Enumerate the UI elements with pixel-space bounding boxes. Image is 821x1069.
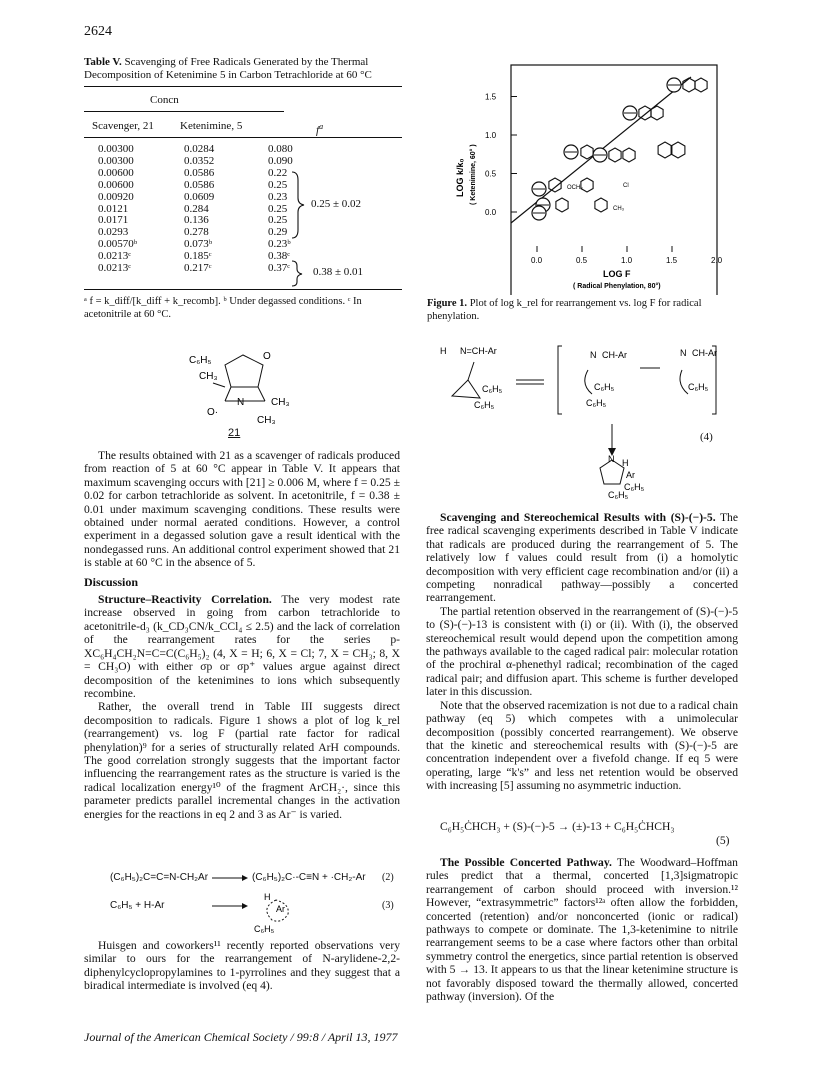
structure-21 <box>185 343 305 438</box>
pt-c-ring2 <box>623 148 635 162</box>
eq3-ar: Ar <box>276 904 285 914</box>
table-cell-r2-c1: 0.0586 <box>184 166 215 179</box>
table-footnote: ᵃ f = k_diff/[k_diff + k_recomb]. ᵇ Under degassed conditions. ᶜ In acetonitrile at 60 °C. <box>84 296 362 320</box>
left-column-end <box>84 939 400 993</box>
heading-structure-reactivity: Structure–Reactivity Correlation. <box>98 593 272 607</box>
eq5-number: (5) <box>716 834 730 847</box>
sch-ph1: C₆H₅ <box>482 384 503 394</box>
table-cell-r10-c2: 0.37ᶜ <box>268 262 291 274</box>
page-number: 2624 <box>84 24 112 39</box>
table-title-text: Scavenging of Free Radicals Generated by the Thermal Decomposition of Ketenimine 5 in Carbon Tetrachloride at 60 °C <box>84 56 372 81</box>
table-group-header: Concn <box>150 94 179 106</box>
table-cell-r5-c0: 0.0121 <box>98 202 129 215</box>
s21-o-radical: O· <box>207 407 219 418</box>
sch-ph3: C₆H₅ <box>594 382 615 392</box>
pt-e-ring1 <box>658 142 672 158</box>
y-axis-sublabel: ( Ketenimine, 60° ) <box>470 144 477 205</box>
sch-ph7: C₆H₅ <box>608 490 629 500</box>
right-para-1 <box>426 511 738 605</box>
table-cell-r1-c0: 0.00300 <box>98 154 134 167</box>
y-tick-label-0: 1.5 <box>485 92 497 102</box>
figure-caption-text: Plot of log k_rel for rearrangement vs. log F for radical phenylation. <box>427 298 702 322</box>
right-para-1-text: The free radical scavenging experiments described in Table V indicate that radicals are produced during the rearrangement of 5. The relatively low f values could result from (i) a homolytic decomposition with very efficient cage recombination and/or (ii) a competing nonradical pathway—possibly a concerted rearrangement. <box>426 511 738 605</box>
table-col-ketenimine: Ketenimine, 5 <box>180 120 243 132</box>
table-cell-r6-c0: 0.0171 <box>98 214 129 227</box>
table-label: Table V. <box>84 56 122 68</box>
sch-ch-ar2: CH-Ar <box>602 350 627 360</box>
table-title <box>84 56 404 82</box>
sch-ch-ar3: CH-Ar <box>692 348 717 358</box>
x-tick-label-1: 0.5 <box>576 256 588 265</box>
y-tick-label-1: 1.0 <box>485 131 497 140</box>
eq2-left: (C₆H₅)₂C=C=N-CH₂Ar <box>110 872 209 883</box>
table-cell-r3-c1: 0.0586 <box>184 178 215 191</box>
pt-j-ring <box>595 198 607 212</box>
table-cell-r4-c0: 0.00920 <box>98 190 134 203</box>
table-rule-header <box>84 137 402 138</box>
table-cell-r1-c1: 0.0352 <box>184 154 215 167</box>
x-axis-sublabel: ( Radical Phenylation, 80°) <box>573 283 661 290</box>
s21-ch3-c: CH₃ <box>257 415 276 426</box>
table-cell-r7-c2: 0.29 <box>268 226 288 239</box>
figure-caption <box>427 298 727 323</box>
pt-b-ring1 <box>639 106 651 120</box>
table-cell-r7-c1: 0.278 <box>184 226 209 239</box>
table-cell-r5-c1: 0.284 <box>184 202 209 215</box>
sch-n3: N <box>680 348 687 358</box>
y-tick-label-3: 0.0 <box>485 208 497 217</box>
x-tick-label-2: 1.0 <box>621 256 633 265</box>
pt-f-ring <box>549 178 561 192</box>
eq3-number: (3) <box>382 900 394 911</box>
table-cell-r1-c2: 0.090 <box>268 154 293 167</box>
table-brackets <box>290 170 312 290</box>
left-para-2 <box>84 593 400 700</box>
eq2-arrow <box>212 872 248 884</box>
table-cell-r6-c1: 0.136 <box>184 214 209 227</box>
figure-label: Figure 1. <box>427 298 468 309</box>
substituent-label-2: CH₃ <box>613 206 625 212</box>
table-cell-r3-c2: 0.25 <box>268 178 288 191</box>
sch-ph6: C₆H₅ <box>624 482 645 492</box>
right-para-3: Note that the observed racemization is not due to a radical chain pathway (eq 5) which competes with a unimolecular decomposition (possibly concerted rearrangement). We observe that the kinetic and stereochemical results with (S)-(−)-5 are concentration independent over a fivefold change. If eq 5 were operating, large “k's” and less net retention would be observed with increasing [5] assuming no asymmetric induction. <box>426 698 738 793</box>
heading-discussion: Discussion <box>84 574 139 589</box>
eq3-left: C₆H₅ + H-Ar <box>110 900 165 911</box>
table-col-f-sup: a <box>319 122 324 131</box>
table-col-f-text: f <box>316 124 320 137</box>
eq2-number: (2) <box>382 872 394 883</box>
right-para-2: The partial retention observed in the rearrangement of (S)-(−)-5 to (S)-(−)-13 is consistent with (i) or (ii). With (i), the observed stereochemical result would depend upon the competition among the pathways available to the caged radical pair: molecular rotation of the prochiral α-phenethyl radical; recombination of the caged radical pair; and diffusion apart. This scheme is further developed later in this discussion. <box>426 604 738 699</box>
table-cell-r0-c2: 0.080 <box>268 143 293 155</box>
eq5: C₆H₅ĊHCH₃ + (S)-(−)-5 → (±)-13 + C₆H₅ĊHCH₃ <box>440 820 675 833</box>
left-para-4: Huisgen and coworkers¹¹ recently reported observations very similar to ours for the rearrangement of N-arylidene-2,2-diphenylcyclopropylamines to 1-pyrrolines and they suggest that a biradical intermediate is involved (eq 4). <box>84 939 400 993</box>
pt-g-ring <box>556 198 568 212</box>
s21-ch3-b: CH₃ <box>271 397 290 408</box>
right-para-4-text: The Woodward–Hoffman rules predict that a thermal, concerted [1,3]sigmatropic rearrangement of carbon should proceed with inversion.¹² However, “extrasymmetric” factors¹²ᵃ often allow the forbidden, concerted (retention) and/or nonconcerted (ionic or radical) pathways to compete or dominate. The 1,3-ketenimine to nitrile rearrangement seems to be a case where factors other than orbital symmetry control the energetics, since partial retention is observed with 5 → 13. It appears to us that the linear ketenimine structure is not favorably disposed toward the thermally allowed, concerted pathway (inversion). Of the <box>426 856 738 1004</box>
eq2-right: (C₆H₅)₂C·-C≡N + ·CH₂-Ar <box>252 872 366 883</box>
pt-d-ring1 <box>581 145 593 159</box>
sch-n2: N <box>590 350 597 360</box>
right-para-4 <box>426 856 738 1003</box>
figure-layer <box>427 55 727 295</box>
scheme-4 <box>440 340 740 500</box>
table-cell-r5-c2: 0.25 <box>268 202 288 215</box>
sch-ph4: C₆H₅ <box>586 398 607 408</box>
sch-h2: H <box>622 458 629 468</box>
s21-ch3-a: CH₃ <box>199 371 218 382</box>
eq4-number: (4) <box>700 431 713 443</box>
s21-o: O <box>263 351 271 362</box>
substituent-label-0: OCH₃ <box>567 185 583 191</box>
x-axis-label: LOG F <box>603 269 631 279</box>
heading-concerted: The Possible Concerted Pathway. <box>440 856 612 869</box>
table-rule-top <box>84 86 402 87</box>
sch-ph5: C₆H₅ <box>688 382 709 392</box>
table-cell-r10-c1: 0.217ᶜ <box>184 262 212 274</box>
left-para-1: The results obtained with 21 as a scavenger of radicals produced from reaction of 5 at 60 °C appear in Table V. It appears that maximum scavenging occurs with [21] ≥ 0.006 M, where f = 0.25 ± 0.02 for carbon tetrachloride as solvent. In acetonitrile, f = 0.38 ± 0.01 under maximum scavenging conditions. These results were obtained under normal aerated conditions. However, a control experiment in a degassed solution gave a result identical with the nondegassed runs. An additional control experiment showed that 21 is stable at 60 °C in the absence of 5. <box>84 449 400 570</box>
table-col-f <box>316 121 323 138</box>
table-cell-r8-c1: 0.073ᵇ <box>184 238 213 251</box>
journal-footer: Journal of the American Chemical Society / 99:8 / April 13, 1977 <box>84 1030 398 1044</box>
eq3-h: H <box>264 892 271 902</box>
heading-scavenging: Scavenging and Stereochemical Results with (S)-(−)-5. <box>440 511 716 524</box>
figure-marks <box>427 55 727 295</box>
eq3-arrow <box>212 900 248 912</box>
eq3-ph: C₆H₅ <box>254 924 275 934</box>
sch-n-ch-ar: N=CH-Ar <box>460 346 497 356</box>
left-para-2-text: The very modest rate increase observed in going from carbon tetrachloride to acetonitrile-d₃ (k_CD₃CN/k_CCl₄ ≤ 2.5) and the lack of correlation of the rearrangement rates for the series p-XC₆H₄CH₂N=C=C(C₆H₅)₂ (4, X = H; 6, X = Cl; 7, X = CH₃; 8, X = CH₃O) with either σp or σp⁺ values argue against direct decomposition of the ketenimines to ions which subsequently recombine. <box>84 593 401 700</box>
table-bracket1-value: 0.25 ± 0.02 <box>311 198 362 210</box>
s21-n: N <box>237 397 245 408</box>
table-cell-r9-c1: 0.185ᶜ <box>184 250 212 263</box>
table-bracket2-value: 0.38 ± 0.01 <box>313 266 364 278</box>
pt-a-ring2 <box>695 78 707 92</box>
table-col-scavenger: Scavenger, 21 <box>92 120 154 132</box>
y-tick-label-2: 0.5 <box>485 169 497 179</box>
sch-h: H <box>440 346 447 356</box>
sch-ar4: Ar <box>626 470 635 480</box>
x-tick-label-0: 0.0 <box>531 256 543 265</box>
substituent-label-1: Cl <box>623 183 629 189</box>
pt-e-ring2 <box>671 142 685 158</box>
table-rule-group <box>84 111 284 112</box>
x-tick-label-3: 1.5 <box>666 256 678 265</box>
table-cell-r2-c2: 0.22 <box>268 166 288 179</box>
table-cell-r7-c0: 0.0293 <box>98 226 129 239</box>
left-column <box>84 449 400 821</box>
table-cell-r8-c2: 0.23ᵇ <box>268 238 291 251</box>
table-cell-r4-c2: 0.23 <box>268 190 288 203</box>
s21-phenyl: C₆H₅ <box>189 355 212 366</box>
pt-a-ring1 <box>683 78 695 92</box>
table-cell-r3-c0: 0.00600 <box>98 178 134 191</box>
table-cell-r8-c0: 0.00570ᵇ <box>98 238 138 251</box>
table-cell-r9-c2: 0.38ᶜ <box>268 250 291 263</box>
table-cell-r9-c0: 0.0213ᶜ <box>98 250 132 263</box>
pt-c-ring1 <box>609 148 621 162</box>
table-cell-r2-c0: 0.00600 <box>98 166 134 179</box>
pt-b-ring2 <box>651 106 663 120</box>
table-cell-r0-c0: 0.00300 <box>98 143 134 155</box>
structure-21-label: 21 <box>228 427 241 439</box>
table-rule-bottom <box>84 289 402 290</box>
eq3-product <box>254 890 314 934</box>
x-tick-label-4: 2.0 <box>711 256 723 265</box>
right-column-end <box>426 856 738 1003</box>
right-column <box>426 511 738 793</box>
sch-n4: N <box>608 454 615 464</box>
table-cell-r4-c1: 0.0609 <box>184 190 215 203</box>
left-para-3: Rather, the overall trend in Table III suggests direct decomposition to radicals. Figure 1 shows a plot of log k_rel (rearrangement) vs. log F (partial rate factor for radical phenylation)⁹ for a series of structurally related ArH compounds. The good correlation strongly suggests that the important factor influencing the rearrangement rates as the structure is varied is the radical localization energy¹⁰ of the fragment ArCH₂·, since this parameter predicts parallel incremental changes in the activation energies for the reactions in eq 2 and 3 as Ar⁻ is varied. <box>84 700 400 821</box>
y-axis-label: LOG k/k₀ <box>455 158 465 197</box>
table-cell-r10-c0: 0.0213ᶜ <box>98 262 132 274</box>
table-cell-r6-c2: 0.25 <box>268 214 288 227</box>
table-cell-r0-c1: 0.0284 <box>184 143 215 155</box>
sch-ph2: C₆H₅ <box>474 400 495 410</box>
